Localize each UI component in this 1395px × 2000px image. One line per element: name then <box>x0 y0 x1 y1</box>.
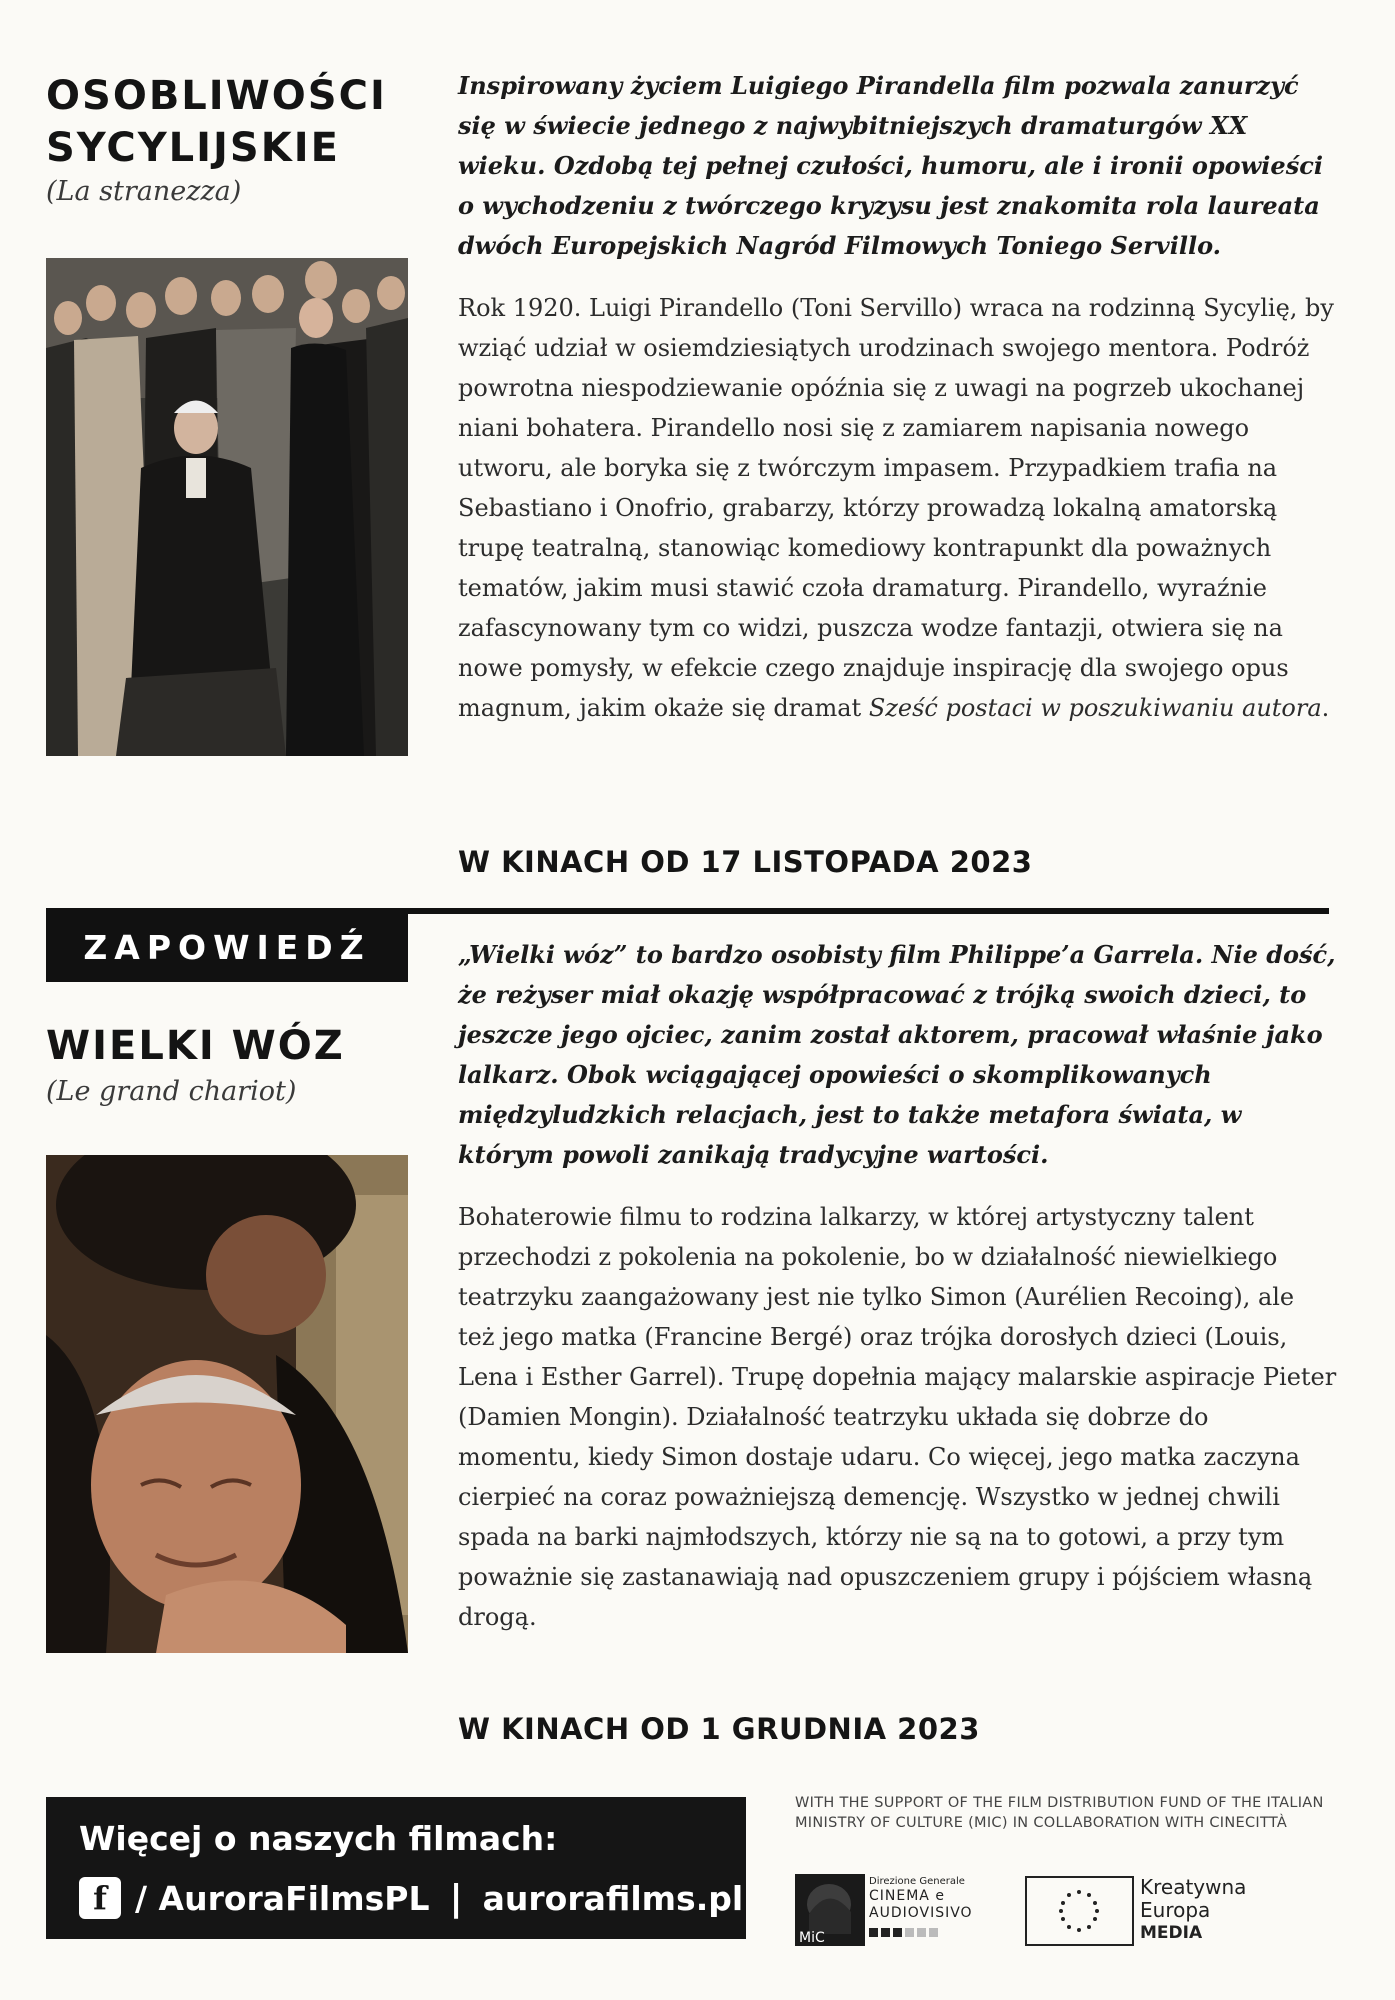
mic-logo <box>795 1874 973 1946</box>
film1-release: W KINACH OD 17 LISTOPADA 2023 <box>458 845 1033 879</box>
film1-body-end: . <box>1321 694 1330 722</box>
film2-release: W KINACH OD 1 GRUDNIA 2023 <box>458 1712 980 1746</box>
ke-line2: Europa <box>1140 1898 1211 1922</box>
film2-body: Bohaterowie filmu to rodzina lalkarzy, w której artystyczny talent przechodzi z pokolenia na pokolenie, bo w działalność niewielkiego teatrzyku zaangażowany jest nie tylko Simon (Aurélien Recoing), ale też jego matka (Francine Bergé) oraz trójka dorosłych dzieci (Louis, Lena i Esther Garrel). Trupę dopełnia mający malarskie aspiracje Pieter (Damien Mongin). Działalność teatrzyku układa się dobrze do momentu, kiedy Simon dostaje udaru. Co więcej, jego matka zaczyna cierpieć na coraz poważniejszą demencję. Wszystko w jednej chwili spada na barki najmłodszych, którzy nie są na to gotowi, a przy tym poważnie się zastanawiają nad opuszczeniem grupy i pójściem własną drogą. <box>458 1203 1337 1631</box>
film1-title-line1: OSOBLIWOŚCI <box>46 73 387 119</box>
social-links <box>79 1877 743 1919</box>
film2-title: WIELKI WÓZ <box>46 1023 345 1069</box>
film1-body-text: Rok 1920. Luigi Pirandello (Toni Servillo) wraca na rodzinną Sycylię, by wziąć udział w osiemdziesiątych urodzinach swojego mentora. Podróż powrotna niespodziewanie opóźnia się z uwagi na pogrzeb ukochanej niani bohatera. Pirandello nosi się z zamiarem napisania nowego utworu, ale boryka się z twórczym impasem. Przypadkiem trafia na Sebastiano i Onofrio, grabarzy, którzy prowadzą lokalną amatorską trupę teatralną, stanowiąc komediowy kontrapunkt dla poważnych tematów, jakim musi stawić czoła dramaturg. Pirandello, wyraźnie zafascynowany tym co widzi, puszcza wodze fantazji, otwiera się na nowe pomysły, w efekcie czego znajduje inspirację dla swojego opus magnum, jakim okaże się dramat <box>458 294 1334 722</box>
film1-lead: Inspirowany życiem Luigiego Pirandella film pozwala zanurzyć się w świecie jednego z najwybitniejszych dramaturgów XX wieku. Ozdobą tej pełnej czułości, humoru, ale i ironii opowieści o wychodzeniu z twórczego kryzysu jest znakomita rola laureata dwóch Europejskich Nagród Filmowych Toniego Servillo. <box>458 71 1323 260</box>
mic-logo-text: MiC <box>799 1930 825 1946</box>
facebook-link[interactable]: / AuroraFilmsPL <box>135 1878 430 1918</box>
mic-bars <box>869 1928 973 1937</box>
mic-text <box>869 1876 973 1937</box>
film1-title-line2: SYCYLIJSKIE <box>46 125 340 171</box>
film1-photo <box>46 258 408 756</box>
film2-original-title: (Le grand chariot) <box>46 1076 297 1107</box>
eu-flag-icon <box>1025 1876 1134 1946</box>
mic-emblem-icon <box>795 1874 865 1946</box>
footer-links-box <box>46 1797 746 1939</box>
ke-media: MEDIA <box>1140 1923 1203 1943</box>
mic-audiovisivo: AUDIOVISIVO <box>869 1905 973 1921</box>
mic-dg: Direzione Generale <box>869 1876 965 1887</box>
film2-photo <box>46 1155 408 1653</box>
link-separator: | <box>449 1877 463 1919</box>
more-about-films: Więcej o naszych filmach: <box>79 1819 558 1858</box>
support-note: WITH THE SUPPORT OF THE FILM DISTRIBUTION FUND OF THE ITALIAN MINISTRY OF CULTURE (MIC) IN COLLABORATION WITH CINECITTÀ <box>795 1795 1324 1831</box>
facebook-icon: f <box>79 1877 121 1919</box>
website-link[interactable]: aurorafilms.pl <box>482 1878 744 1918</box>
mic-cinema: CINEMA e <box>869 1888 945 1904</box>
creative-europe-logo <box>1140 1876 1246 1945</box>
film2-text <box>458 935 1338 1637</box>
film1-text <box>458 66 1338 728</box>
film1-original-title: (La stranezza) <box>46 176 242 207</box>
announcement-badge: ZAPOWIEDŹ <box>46 914 408 982</box>
film1-body <box>458 288 1338 728</box>
film1-body-italic: Sześć postaci w poszukiwaniu autora <box>868 694 1322 722</box>
film1-title <box>46 70 387 174</box>
ke-line1: Kreatywna <box>1140 1875 1247 1899</box>
film2-lead: „Wielki wóz” to bardzo osobisty film Philippe’a Garrela. Nie dość, że reżyser miał okazję współpracować z trójką swoich dzieci, to jeszcze jego ojciec, zanim został aktorem, pracował właśnie jako lalkarz. Obok wciągającej opowieści o skomplikowanych międzyludzkich relacjach, jest to także metafora świata, w którym powoli zanikają tradycyjne wartości. <box>458 940 1336 1169</box>
